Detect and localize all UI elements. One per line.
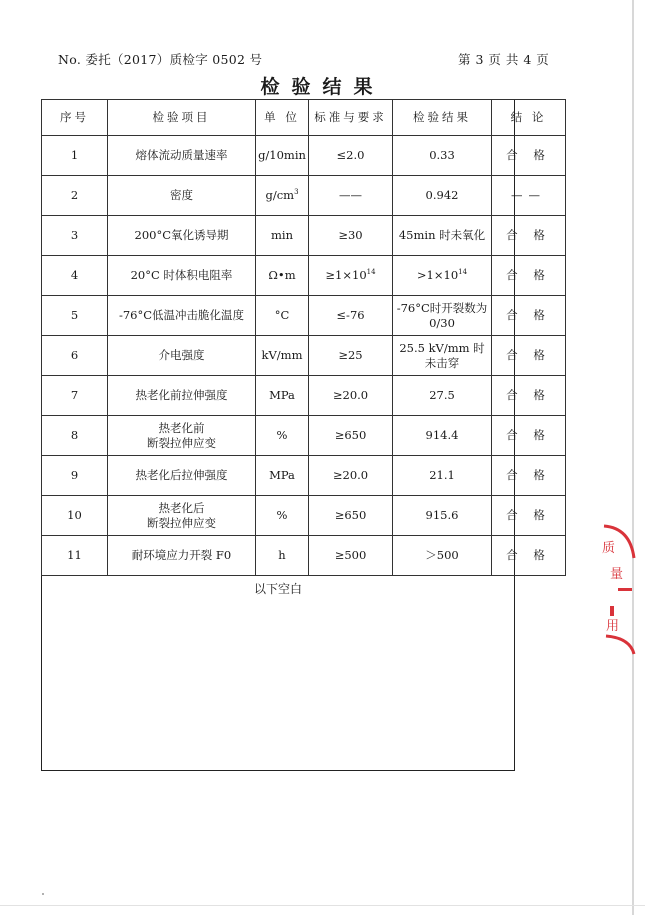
cell-unit: °C bbox=[256, 296, 309, 336]
cell-standard: ≥30 bbox=[309, 216, 393, 256]
cell-no: 5 bbox=[42, 296, 108, 336]
cell-no: 10 bbox=[42, 496, 108, 536]
cell-no: 1 bbox=[42, 136, 108, 176]
cell-item bbox=[108, 376, 256, 416]
cell-conclusion: 合 格 bbox=[492, 216, 566, 256]
cell-no: 9 bbox=[42, 456, 108, 496]
col-header-conclusion: 结 论 bbox=[492, 100, 566, 136]
col-header-no: 序号 bbox=[42, 100, 108, 136]
cell-item bbox=[108, 536, 256, 576]
cell-line: 0.33 bbox=[429, 148, 455, 162]
cell-superscript: 14 bbox=[458, 268, 468, 277]
cell-standard bbox=[309, 256, 393, 296]
svg-text:质: 质 bbox=[602, 541, 616, 556]
table-header-row bbox=[42, 100, 566, 136]
table-row bbox=[42, 416, 566, 456]
page-indicator: 第 3 页 共 4 页 bbox=[458, 52, 550, 67]
table-row bbox=[42, 176, 566, 216]
cell-conclusion: 合 格 bbox=[492, 416, 566, 456]
table-row bbox=[42, 336, 566, 376]
cell-item bbox=[108, 216, 256, 256]
cell-result bbox=[393, 176, 492, 216]
cell-result bbox=[393, 216, 492, 256]
cell-result bbox=[393, 456, 492, 496]
cell-standard: ≥500 bbox=[309, 536, 393, 576]
table-row bbox=[42, 376, 566, 416]
cell-text: ≥1×10 bbox=[325, 268, 367, 282]
cell-line: 20°C 时体积电阻率 bbox=[130, 268, 233, 282]
cell-no: 6 bbox=[42, 336, 108, 376]
cell-line: 200°C氧化诱导期 bbox=[134, 228, 229, 242]
cell-item bbox=[108, 456, 256, 496]
cell-conclusion: 合 格 bbox=[492, 136, 566, 176]
cell-standard: ≥25 bbox=[309, 336, 393, 376]
cell-line: 热老化前 bbox=[158, 420, 205, 435]
cell-result bbox=[393, 536, 492, 576]
cell-unit: % bbox=[256, 496, 309, 536]
cell-standard: ≥20.0 bbox=[309, 376, 393, 416]
cell-line: 21.1 bbox=[429, 468, 455, 482]
cell-text: >1×10 bbox=[416, 268, 459, 282]
cell-superscript: 3 bbox=[294, 188, 299, 197]
cell-item bbox=[108, 176, 256, 216]
cell-conclusion: 合 格 bbox=[492, 376, 566, 416]
cell-conclusion: 合 格 bbox=[492, 296, 566, 336]
cell-line: 热老化后拉伸强度 bbox=[135, 468, 228, 482]
cell-no: 2 bbox=[42, 176, 108, 216]
cell-item bbox=[108, 136, 256, 176]
scan-speck bbox=[42, 893, 44, 895]
cell-line: 热老化前拉伸强度 bbox=[135, 388, 228, 402]
cell-superscript: 14 bbox=[366, 268, 376, 277]
cell-line: -76°C低温冲击脆化温度 bbox=[118, 308, 245, 322]
cell-no: 3 bbox=[42, 216, 108, 256]
cell-unit: % bbox=[256, 416, 309, 456]
col-header-item: 检验项目 bbox=[108, 100, 256, 136]
cell-result bbox=[393, 376, 492, 416]
cell-line: 27.5 bbox=[429, 388, 455, 402]
cell-result bbox=[393, 336, 492, 376]
table-row bbox=[42, 256, 566, 296]
scan-edge-right bbox=[632, 0, 634, 915]
cell-unit: kV/mm bbox=[256, 336, 309, 376]
cell-conclusion: 合 格 bbox=[492, 536, 566, 576]
svg-text:用: 用 bbox=[606, 619, 620, 634]
table-row bbox=[42, 536, 566, 576]
col-header-unit: 单 位 bbox=[256, 100, 309, 136]
cell-item bbox=[108, 496, 256, 536]
cell-line: 断裂拉伸应变 bbox=[147, 435, 216, 450]
cell-line: 密度 bbox=[170, 188, 193, 202]
cell-line: 914.4 bbox=[425, 428, 459, 442]
cell-line: 热老化后 bbox=[158, 500, 205, 515]
cell-item bbox=[108, 336, 256, 376]
cell-result bbox=[393, 256, 492, 296]
cell-result bbox=[393, 296, 492, 336]
cell-no: 8 bbox=[42, 416, 108, 456]
svg-text:量: 量 bbox=[610, 567, 624, 582]
cell-line: 45min 时未氧化 bbox=[398, 228, 486, 242]
cell-unit: MPa bbox=[256, 376, 309, 416]
cell-no: 7 bbox=[42, 376, 108, 416]
cell-item bbox=[108, 416, 256, 456]
cell-conclusion: 合 格 bbox=[492, 496, 566, 536]
cell-line: 0.942 bbox=[425, 188, 459, 202]
table-body bbox=[42, 136, 566, 576]
cell-result bbox=[393, 416, 492, 456]
scan-edge-bottom bbox=[0, 905, 645, 906]
cell-standard: —— bbox=[309, 176, 393, 216]
cell-unit: h bbox=[256, 536, 309, 576]
cell-line: 25.5 kV/mm 时 bbox=[399, 340, 485, 355]
cell-line: 介电强度 bbox=[158, 348, 205, 362]
cell-line: 915.6 bbox=[425, 508, 459, 522]
cell-line: ＞500 bbox=[425, 548, 459, 562]
cell-line: 耐环境应力开裂 F0 bbox=[131, 548, 232, 562]
table-row bbox=[42, 496, 566, 536]
cell-line: 0/30 bbox=[429, 315, 455, 330]
cell-result bbox=[393, 496, 492, 536]
blank-below-note: 以下空白 bbox=[253, 582, 302, 596]
cell-unit: g/10min bbox=[256, 136, 309, 176]
cell-standard: ≥20.0 bbox=[309, 456, 393, 496]
cell-item bbox=[108, 256, 256, 296]
cell-unit: min bbox=[256, 216, 309, 256]
cell-item bbox=[108, 296, 256, 336]
red-seal-stamp bbox=[596, 518, 636, 658]
cell-conclusion: 合 格 bbox=[492, 456, 566, 496]
cell-line: 未击穿 bbox=[424, 355, 460, 370]
cell-result bbox=[393, 136, 492, 176]
cell-line: 熔体流动质量速率 bbox=[135, 148, 228, 162]
cell-standard: ≤-76 bbox=[309, 296, 393, 336]
cell-conclusion: 合 格 bbox=[492, 336, 566, 376]
cell-text: g/cm bbox=[265, 188, 295, 202]
cell-line: 断裂拉伸应变 bbox=[147, 515, 216, 530]
cell-unit: Ω•m bbox=[256, 256, 309, 296]
col-header-result: 检验结果 bbox=[393, 100, 492, 136]
results-table bbox=[41, 99, 566, 576]
cell-unit: MPa bbox=[256, 456, 309, 496]
cell-conclusion: 合 格 bbox=[492, 256, 566, 296]
table-row bbox=[42, 456, 566, 496]
cell-standard: ≤2.0 bbox=[309, 136, 393, 176]
table-row bbox=[42, 216, 566, 256]
table-row bbox=[42, 296, 566, 336]
cell-no: 11 bbox=[42, 536, 108, 576]
report-number: No. 委托（2017）质检字 0502 号 bbox=[58, 52, 263, 67]
cell-no: 4 bbox=[42, 256, 108, 296]
table-row bbox=[42, 136, 566, 176]
cell-conclusion: —— bbox=[492, 176, 566, 216]
page-title: 检验结果 bbox=[260, 76, 385, 98]
cell-standard: ≥650 bbox=[309, 496, 393, 536]
cell-unit bbox=[256, 176, 309, 216]
cell-standard: ≥650 bbox=[309, 416, 393, 456]
col-header-standard: 标准与要求 bbox=[309, 100, 393, 136]
cell-line: -76°C时开裂数为 bbox=[396, 300, 488, 315]
